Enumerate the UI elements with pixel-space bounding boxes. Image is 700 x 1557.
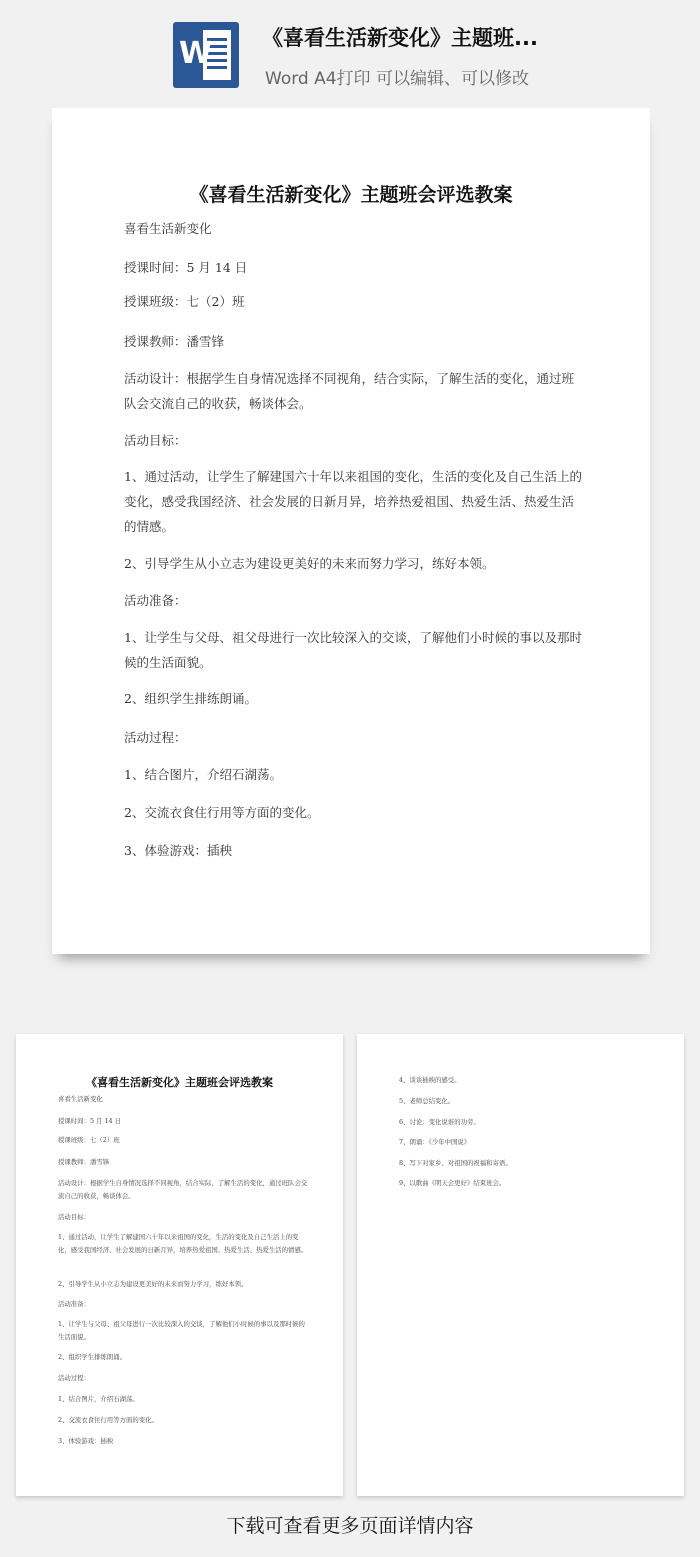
document-title: 《喜看生活新变化》主题班会评选教案 xyxy=(189,184,513,206)
paragraph: 1、结合图片，介绍石湖荡。 xyxy=(124,767,282,782)
thumbnail-paragraph: 2、组织学生排练朗诵。 xyxy=(58,1353,126,1361)
page-thumbnail-2[interactable] xyxy=(357,1034,684,1496)
paragraph: 1、通过活动，让学生了解建国六十年以来祖国的变化，生活的变化及自己生活上的变化，感受我国经济、社会发展的日新月异，培养热爱祖国、热爱生活、热爱生活的情感。 xyxy=(124,469,582,534)
word-document-icon xyxy=(173,22,239,88)
header xyxy=(0,0,700,100)
thumbnail-paragraph: 2、引导学生从小立志为建设更美好的未来而努力学习，练好本领。 xyxy=(58,1280,248,1288)
thumbnail-paragraph: 授课时间：5 月 14 日 xyxy=(58,1117,122,1125)
thumbnail-paragraph: 5、老师总结变化。 xyxy=(399,1097,455,1105)
header-title: 《喜看生活新变化》主题班... xyxy=(262,26,538,50)
document-page-preview xyxy=(52,108,650,954)
thumbnail-paragraph: 8、写下对家乡、对祖国的祝福和寄语。 xyxy=(399,1159,512,1167)
paragraph: 喜看生活新变化 xyxy=(124,221,212,236)
page-thumbnail-1[interactable] xyxy=(16,1034,343,1496)
thumbnail-paragraph: 喜看生活新变化 xyxy=(58,1095,103,1103)
paragraph: 2、交流衣食住行用等方面的变化。 xyxy=(124,805,320,820)
thumbnail-paragraph: 授课班级：七（2）班 xyxy=(58,1136,120,1144)
thumbnail-title: 《喜看生活新变化》主题班会评选教案 xyxy=(86,1076,273,1089)
thumbnail-paragraph: 3、体验游戏：插秧 xyxy=(58,1437,114,1445)
paragraph: 活动过程： xyxy=(124,730,187,745)
thumbnail-paragraph: 4、谈谈插秧的感受。 xyxy=(399,1076,461,1084)
download-more-text[interactable]: 下载可查看更多页面详情内容 xyxy=(226,1515,474,1537)
paragraph: 活动设计：根据学生自身情况选择不同视角，结合实际，了解生活的变化，通过班队会交流自己的收获，畅谈体会。 xyxy=(124,371,575,411)
paragraph: 3、体验游戏：插秧 xyxy=(124,843,232,858)
thumbnail-paragraph: 9、以歌曲《明天会更好》结束班会。 xyxy=(399,1179,506,1187)
word-icon-letter: W xyxy=(179,36,213,71)
header-subtitle: Word A4打印 可以编辑、可以修改 xyxy=(265,69,529,89)
thumbnail-paragraph: 活动目标： xyxy=(58,1213,90,1221)
thumbnail-paragraph: 1、让学生与父母、祖父母进行一次比较深入的交谈，了解他们小时候的事以及那时候的生活面貌。 xyxy=(58,1320,305,1341)
thumbnail-paragraph: 1、结合图片，介绍石湖荡。 xyxy=(58,1395,139,1403)
thumbnail-paragraph: 6、讨论：变化说谁的功劳。 xyxy=(399,1118,480,1126)
paragraph: 授课时间：5 月 14 日 xyxy=(124,260,248,275)
paragraph: 授课教师：潘雪锋 xyxy=(124,334,225,349)
thumbnail-paragraph: 2、交流衣食住行用等方面的变化。 xyxy=(58,1416,158,1424)
thumbnail-paragraph: 1、通过活动，让学生了解建国六十年以来祖国的变化，生活的变化及自己生活上的变化，感受我国经济、社会发展的日新月异，培养热爱祖国、热爱生活、热爱生活的情感。 xyxy=(58,1233,308,1254)
paragraph: 2、组织学生排练朗诵。 xyxy=(124,691,257,706)
paragraph: 活动目标： xyxy=(124,433,187,448)
thumbnail-paragraph: 活动设计：根据学生自身情况选择不同视角，结合实际，了解生活的变化，通过班队会交流自己的收获，畅谈体会。 xyxy=(58,1179,308,1200)
paragraph: 1、让学生与父母、祖父母进行一次比较深入的交谈，了解他们小时候的事以及那时候的生活面貌。 xyxy=(124,630,582,670)
thumbnail-paragraph: 活动过程： xyxy=(58,1374,90,1382)
thumbnail-paragraph: 授课教师：潘雪锋 xyxy=(58,1158,110,1166)
paragraph: 活动准备： xyxy=(124,593,187,608)
paragraph: 2、引导学生从小立志为建设更美好的未来而努力学习，练好本领。 xyxy=(124,556,495,571)
thumbnail-paragraph: 活动准备： xyxy=(58,1300,90,1308)
thumbnail-paragraph: 7、朗诵：《少年中国说》 xyxy=(399,1138,471,1146)
paragraph: 授课班级：七（2）班 xyxy=(124,294,245,309)
